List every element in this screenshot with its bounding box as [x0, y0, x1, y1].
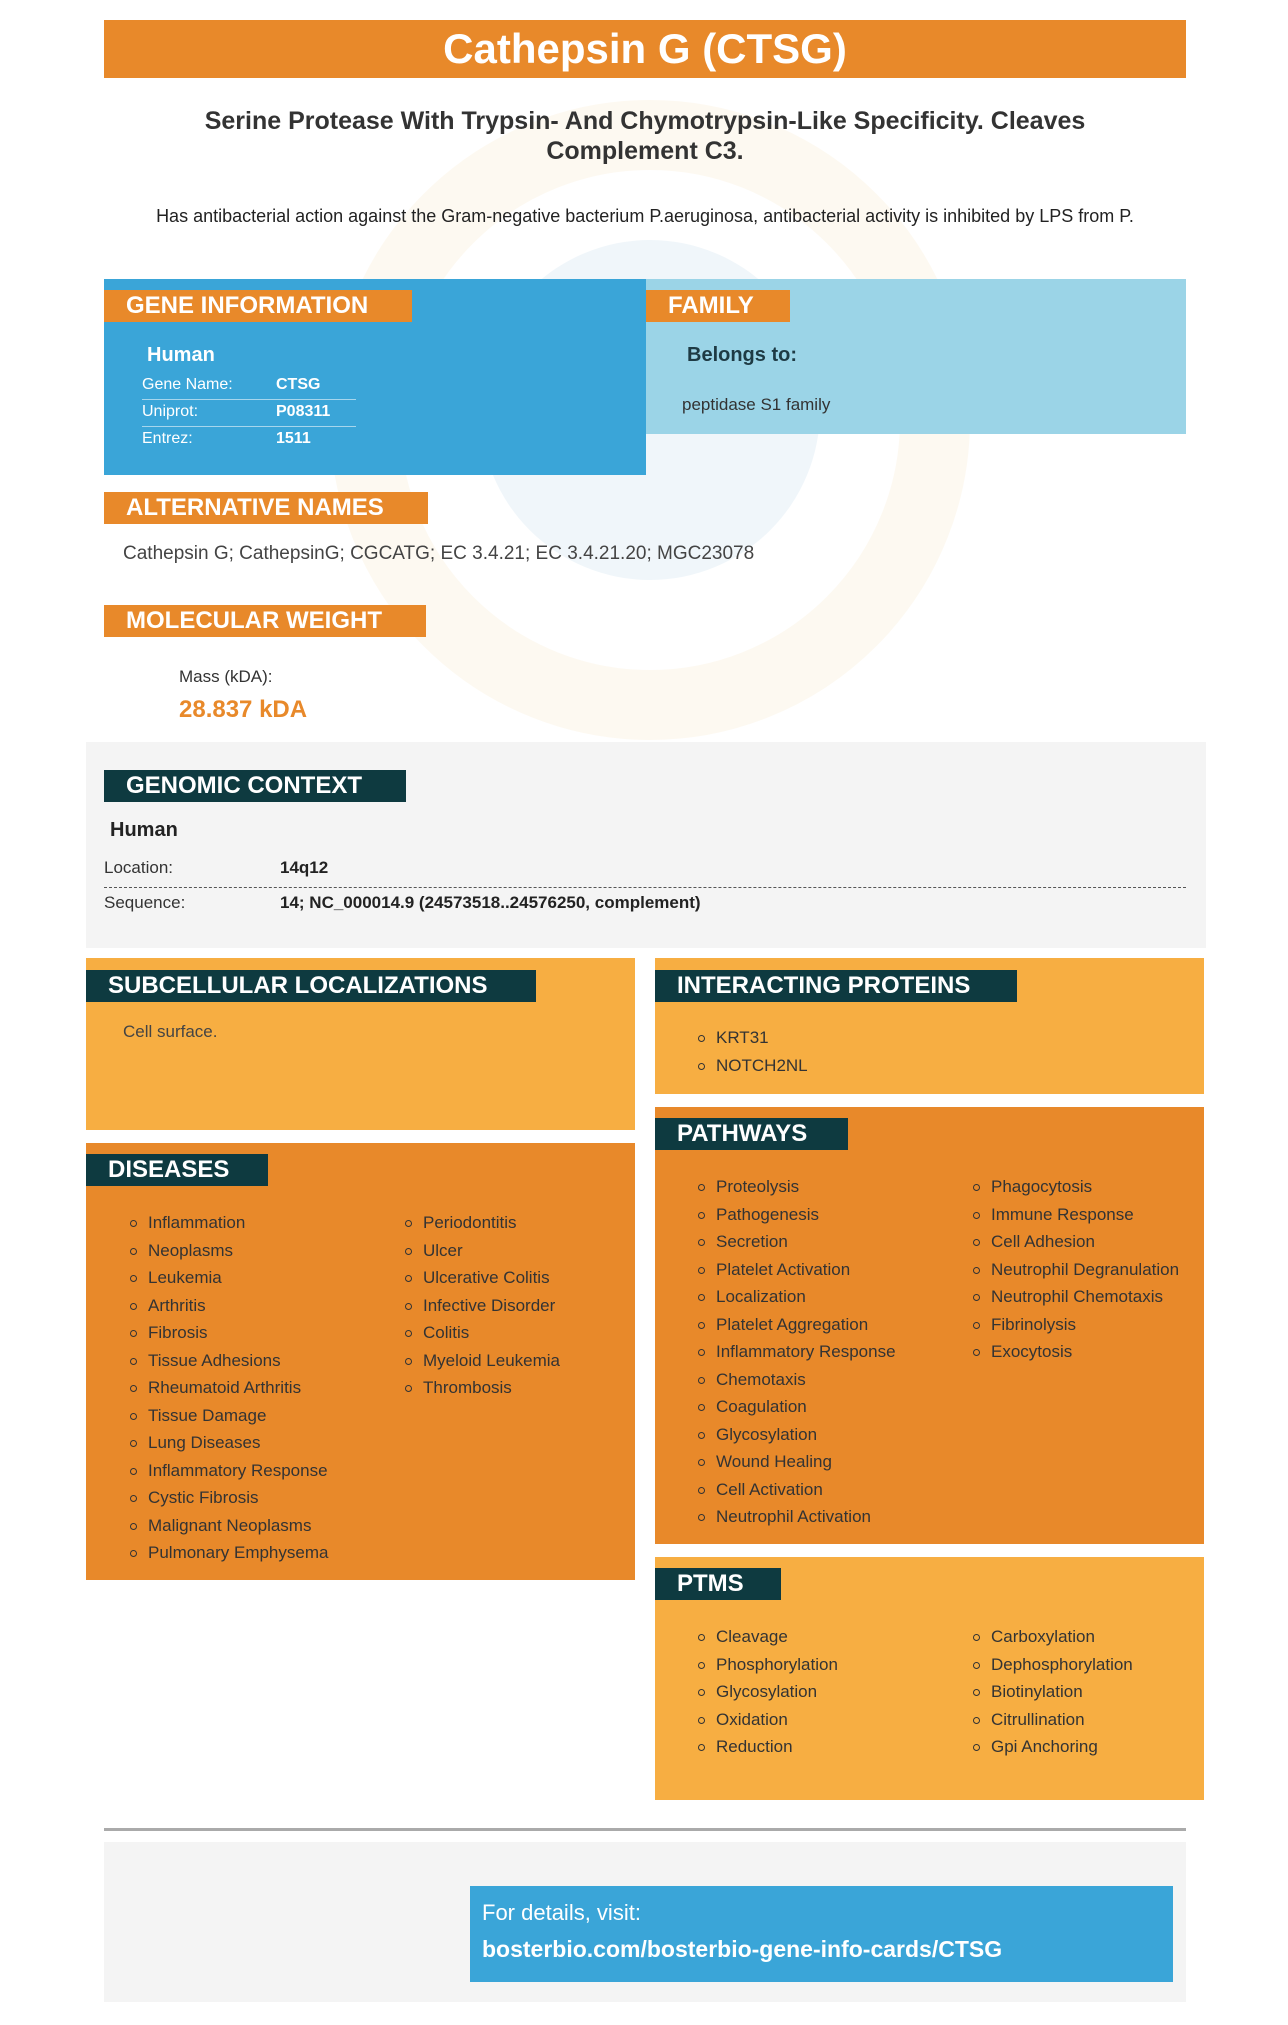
list-item: Platelet Aggregation	[696, 1311, 896, 1339]
list-item: Neoplasms	[128, 1237, 328, 1265]
location-label: Location:	[104, 858, 173, 877]
list-item: Fibrosis	[128, 1319, 328, 1347]
list-item: Chemotaxis	[696, 1366, 896, 1394]
list-item: Leukemia	[128, 1264, 328, 1292]
uniprot-label: Uniprot:	[142, 403, 199, 420]
diseases-heading: DISEASES	[86, 1154, 268, 1186]
list-item: Tissue Adhesions	[128, 1347, 328, 1375]
genomic-divider	[104, 887, 1186, 888]
list-item: Neutrophil Degranulation	[971, 1256, 1179, 1284]
ptms-list-col2	[971, 1623, 1133, 1761]
genomic-species: Human	[110, 819, 178, 841]
list-item: Cell Activation	[696, 1476, 896, 1504]
sequence-label: Sequence:	[104, 893, 186, 912]
list-item: Proteolysis	[696, 1173, 896, 1201]
list-item: Lung Diseases	[128, 1429, 328, 1457]
list-item: Colitis	[403, 1319, 560, 1347]
list-item: Neutrophil Activation	[696, 1503, 896, 1531]
subcellular-heading: SUBCELLULAR LOCALIZATIONS	[86, 970, 536, 1002]
list-item: Periodontitis	[403, 1209, 560, 1237]
pathways-heading: PATHWAYS	[655, 1118, 848, 1150]
list-item: Exocytosis	[971, 1338, 1179, 1366]
diseases-list-col2	[403, 1209, 560, 1402]
details-link[interactable]: bosterbio.com/bosterbio-gene-info-cards/CTSG	[482, 1936, 1003, 1962]
mass-value: 28.837 kDA	[179, 696, 308, 723]
family-value: peptidase S1 family	[682, 395, 831, 414]
sequence-value: 14; NC_000014.9 (24573518..24576250, complement)	[280, 893, 701, 912]
entrez-label: Entrez:	[142, 430, 193, 447]
list-item: NOTCH2NL	[696, 1052, 808, 1080]
genomic-context-heading: GENOMIC CONTEXT	[104, 770, 406, 802]
list-item: Oxidation	[696, 1706, 838, 1734]
family-heading: FAMILY	[646, 290, 790, 322]
page-title: Cathepsin G (CTSG)	[104, 20, 1186, 78]
list-item: Cell Adhesion	[971, 1228, 1179, 1256]
diseases-list-col1	[128, 1209, 328, 1567]
list-item: Ulcer	[403, 1237, 560, 1265]
gene-name-row	[142, 373, 356, 400]
list-item: Secretion	[696, 1228, 896, 1256]
gene-information-heading: GENE INFORMATION	[104, 290, 412, 322]
list-item: Dephosphorylation	[971, 1651, 1133, 1679]
subcellular-value: Cell surface.	[123, 1022, 218, 1041]
location-value: 14q12	[280, 858, 329, 877]
pathways-list-col1	[696, 1173, 896, 1531]
alternative-names-value: Cathepsin G; CathepsinG; CGCATG; EC 3.4.21; EC 3.4.21.20; MGC23078	[123, 543, 755, 564]
list-item: Reduction	[696, 1733, 838, 1761]
list-item: Localization	[696, 1283, 896, 1311]
list-item: Inflammatory Response	[696, 1338, 896, 1366]
list-item: Glycosylation	[696, 1421, 896, 1449]
list-item: KRT31	[696, 1024, 808, 1052]
entrez-row	[142, 427, 356, 453]
list-item: Pathogenesis	[696, 1201, 896, 1229]
list-item: Malignant Neoplasms	[128, 1512, 328, 1540]
uniprot-row	[142, 400, 356, 427]
entrez-value: 1511	[276, 430, 311, 447]
list-item: Gpi Anchoring	[971, 1733, 1133, 1761]
ptms-heading: PTMS	[655, 1568, 781, 1600]
list-item: Inflammation	[128, 1209, 328, 1237]
list-item: Pulmonary Emphysema	[128, 1539, 328, 1567]
list-item: Immune Response	[971, 1201, 1179, 1229]
footer-divider	[104, 1828, 1186, 1831]
list-item: Coagulation	[696, 1393, 896, 1421]
list-item: Citrullination	[971, 1706, 1133, 1734]
list-item: Fibrinolysis	[971, 1311, 1179, 1339]
details-visit-label: For details, visit:	[482, 1900, 641, 1925]
gene-name-value: CTSG	[276, 376, 321, 393]
list-item: Rheumatoid Arthritis	[128, 1374, 328, 1402]
list-item: Ulcerative Colitis	[403, 1264, 560, 1292]
details-link-box[interactable]	[470, 1886, 1173, 1982]
protein-function-summary: Serine Protease With Trypsin- And Chymotrypsin-Like Specificity. Cleaves Complement C3.	[204, 107, 1086, 165]
list-item: Glycosylation	[696, 1678, 838, 1706]
pathways-list-col2	[971, 1173, 1179, 1366]
list-item: Biotinylation	[971, 1678, 1133, 1706]
list-item: Tissue Damage	[128, 1402, 328, 1430]
list-item: Neutrophil Chemotaxis	[971, 1283, 1179, 1311]
list-item: Phosphorylation	[696, 1651, 838, 1679]
interacting-proteins-heading: INTERACTING PROTEINS	[655, 970, 1017, 1002]
list-item: Cystic Fibrosis	[128, 1484, 328, 1512]
gene-name-label: Gene Name:	[142, 376, 233, 393]
list-item: Platelet Activation	[696, 1256, 896, 1284]
ptms-list-col1	[696, 1623, 838, 1761]
list-item: Carboxylation	[971, 1623, 1133, 1651]
list-item: Phagocytosis	[971, 1173, 1179, 1201]
mass-label: Mass (kDA):	[179, 667, 273, 686]
family-belongs-label: Belongs to:	[687, 344, 797, 366]
list-item: Wound Healing	[696, 1448, 896, 1476]
interacting-proteins-list	[696, 1024, 808, 1079]
list-item: Infective Disorder	[403, 1292, 560, 1320]
gene-species: Human	[147, 344, 215, 366]
protein-description: Has antibacterial action against the Gram-negative bacterium P.aeruginosa, antibacterial activity is inhibited by LPS from P.	[156, 206, 1134, 226]
list-item: Inflammatory Response	[128, 1457, 328, 1485]
uniprot-value: P08311	[276, 403, 331, 420]
list-item: Cleavage	[696, 1623, 838, 1651]
list-item: Arthritis	[128, 1292, 328, 1320]
list-item: Thrombosis	[403, 1374, 560, 1402]
list-item: Myeloid Leukemia	[403, 1347, 560, 1375]
molecular-weight-heading: MOLECULAR WEIGHT	[104, 605, 426, 637]
alternative-names-heading: ALTERNATIVE NAMES	[104, 492, 428, 524]
